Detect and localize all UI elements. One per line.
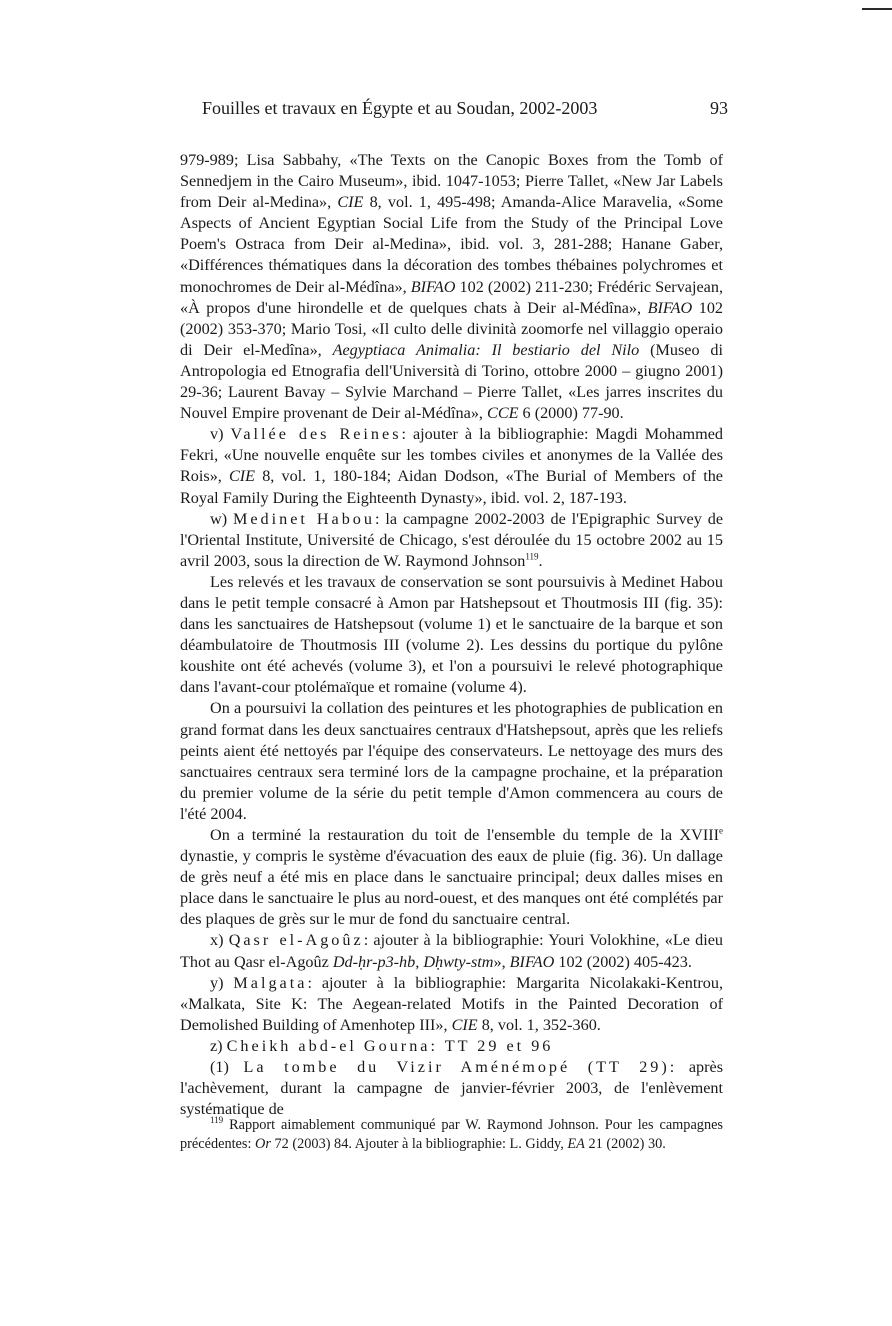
subsection-heading: La tombe du Vizir Aménémopé (TT 29) (243, 1058, 670, 1077)
section-qasr-el-agouz: x) Qasr el-Agoûz: ajouter à la bibliographie: Youri Volokhine, «Le dieu Thot au Qasr el-Agoûz Dd-ḥr-p3-hb, Dḥwty-stm», BIFAO 102 (2002) 405-423. (180, 931, 723, 971)
site-heading: Malgata (233, 973, 308, 992)
paragraph-conservation-work: Les relevés et les travaux de conservation se sont poursuivis à Medinet Habou dans le petit temple consacré à Amon par Hatshepsout et Thoutmosis III (fig. 35): dans les sanctuaires de Hatshepsout (volume 1) et le sanctuaire de la barque et son déambulatoire de Thoutmosis III (volume 2). Les dessins du portique du pylône koushite ont été achevés (volume 3), et l'on a poursuivi le relevé photographique dans l'avant-cour ptolémaïque et romaine (volume 4). (180, 572, 723, 697)
footnote-119: $^{119}$ Rapport aimablement communiqué par W. Raymond Johnson. Pour les campagnes précédentes: Or 72 (2003) 84. Ajouter à la bibliographie: L. Giddy, EA 21 (2002) 30. (180, 1115, 723, 1152)
body-text (180, 150, 723, 1120)
footnote-ref: 119 (525, 551, 539, 562)
footnotes (180, 1116, 723, 1153)
section-cheikh-abd-el-gourna: z) Cheikh abd-el Gourna: TT 29 et 96 (210, 1036, 554, 1055)
paragraph-collation: On a poursuivi la collation des peintures et les photographies de publication en grand format dans les deux sanctuaires centraux d'Hatshepsout, après que les reliefs peints aient été nettoyés par l'équipe des conservateurs. Le nettoyage des murs des sanctuaires centraux sera terminé lors de la campagne prochaine, et la préparation du premier volume de la série du petit temple d'Amon commencera au cours de l'été 2004. (180, 699, 723, 823)
site-heading: Cheikh abd-el Gourna: TT 29 et 96 (226, 1036, 554, 1055)
section-medinet-habou: w) Medinet Habou: la campagne 2002-2003 de l'Epigraphic Survey de l'Oriental Institute, Université de Chicago, s'est déroulée du 15 octobre 2002 au 15 avril 2003, sous la direction de W. Raymond Johnson$^{119}$. (180, 509, 723, 570)
site-heading: Qasr el-Agoûz (228, 931, 364, 950)
footnote-number: 119 (210, 1115, 224, 1126)
subsection-tt29: (1) La tombe du Vizir Aménémopé (TT 29): après l'achèvement, durant la campagne de janvier-février 2003, de l'enlèvement systématique de (180, 1058, 724, 1119)
paragraph-deir-el-medina-bibliography: 979-989; Lisa Sabbahy, «The Texts on the Canopic Boxes from the Tomb of Sennedjem in the Cairo Museum», ibid. 1047-1053; Pierre Tallet, «New Jar Labels from Deir al-Medina», CIE 8, vol. 1, 495-498; Amanda-Alice Maravelia, «Some Aspects of Ancient Egyptian Social Life from the Study of the Principal Love Poem's Ostraca from Deir al-Medina», ibid. vol. 3, 281-288; Hanane Gaber, «Différences thématiques dans la décoration des tombes thébaines polychromes et monochromes de Deir al-Médîna», BIFAO 102 (2002) 211-230; Frédéric Servajean, «À propos d'une hirondelle et de quelques chats à Deir al-Médîna», BIFAO 102 (2002) 353-370; Mario Tosi, «Il culto delle divinità zoomorfe nel villaggio operaio di Deir el-Medîna», Aegyptiaca Animalia: Il bestiario del Nilo (Museo di Antropologia ed Etnografia dell'Università di Torino, ottobre 2000 – giugno 2001) 29-36; Laurent Bavay – Sylvie Marchand – Pierre Tallet, «Les jarres inscrites du Nouvel Empire provenant de Deir al-Médîna», CCE 6 (2000) 77-90. (180, 151, 724, 423)
site-heading: Medinet Habou (232, 509, 375, 528)
running-title: Fouilles et travaux en Égypte et au Soudan, 2002-2003 (202, 98, 598, 118)
section-malgata: y) Malgata: ajouter à la bibliographie: Margarita Nicolakaki-Kentrou, «Malkata, Site K: The Aegean-related Motifs in the Painted Decoration of Demolished Building of Amenhotep III», CIE 8, vol. 1, 352-360. (180, 973, 724, 1034)
page-number: 93 (710, 98, 728, 118)
section-vallee-des-reines: v) Vallée des Reines: ajouter à la bibliographie: Magdi Mohammed Fekri, «Une nouvelle enquête sur les tombes civiles et anonymes de la Vallée des Rois», CIE 8, vol. 1, 180-184; Aidan Dodson, «The Burial of Members of the Royal Family During the Eighteenth Dynasty», ibid. vol. 2, 187-193. (180, 425, 723, 507)
paragraph-roof-restoration: On a terminé la restauration du toit de l'ensemble du temple de la XVIIIe dynastie, y compris le système d'évacuation des eaux de pluie (fig. 36). Un dallage de grès neuf a été mis en place dans le sanctuaire principal; deux dalles mises en place dans le sanctuaire le plus au nord-ouest, et des manques ont été complétés par des plaques de grès sur le mur de fond du sanctuaire central. (180, 825, 723, 929)
running-header (180, 96, 728, 120)
site-heading: Vallée des Reines (230, 425, 402, 444)
page-edge-mark (862, 8, 892, 10)
